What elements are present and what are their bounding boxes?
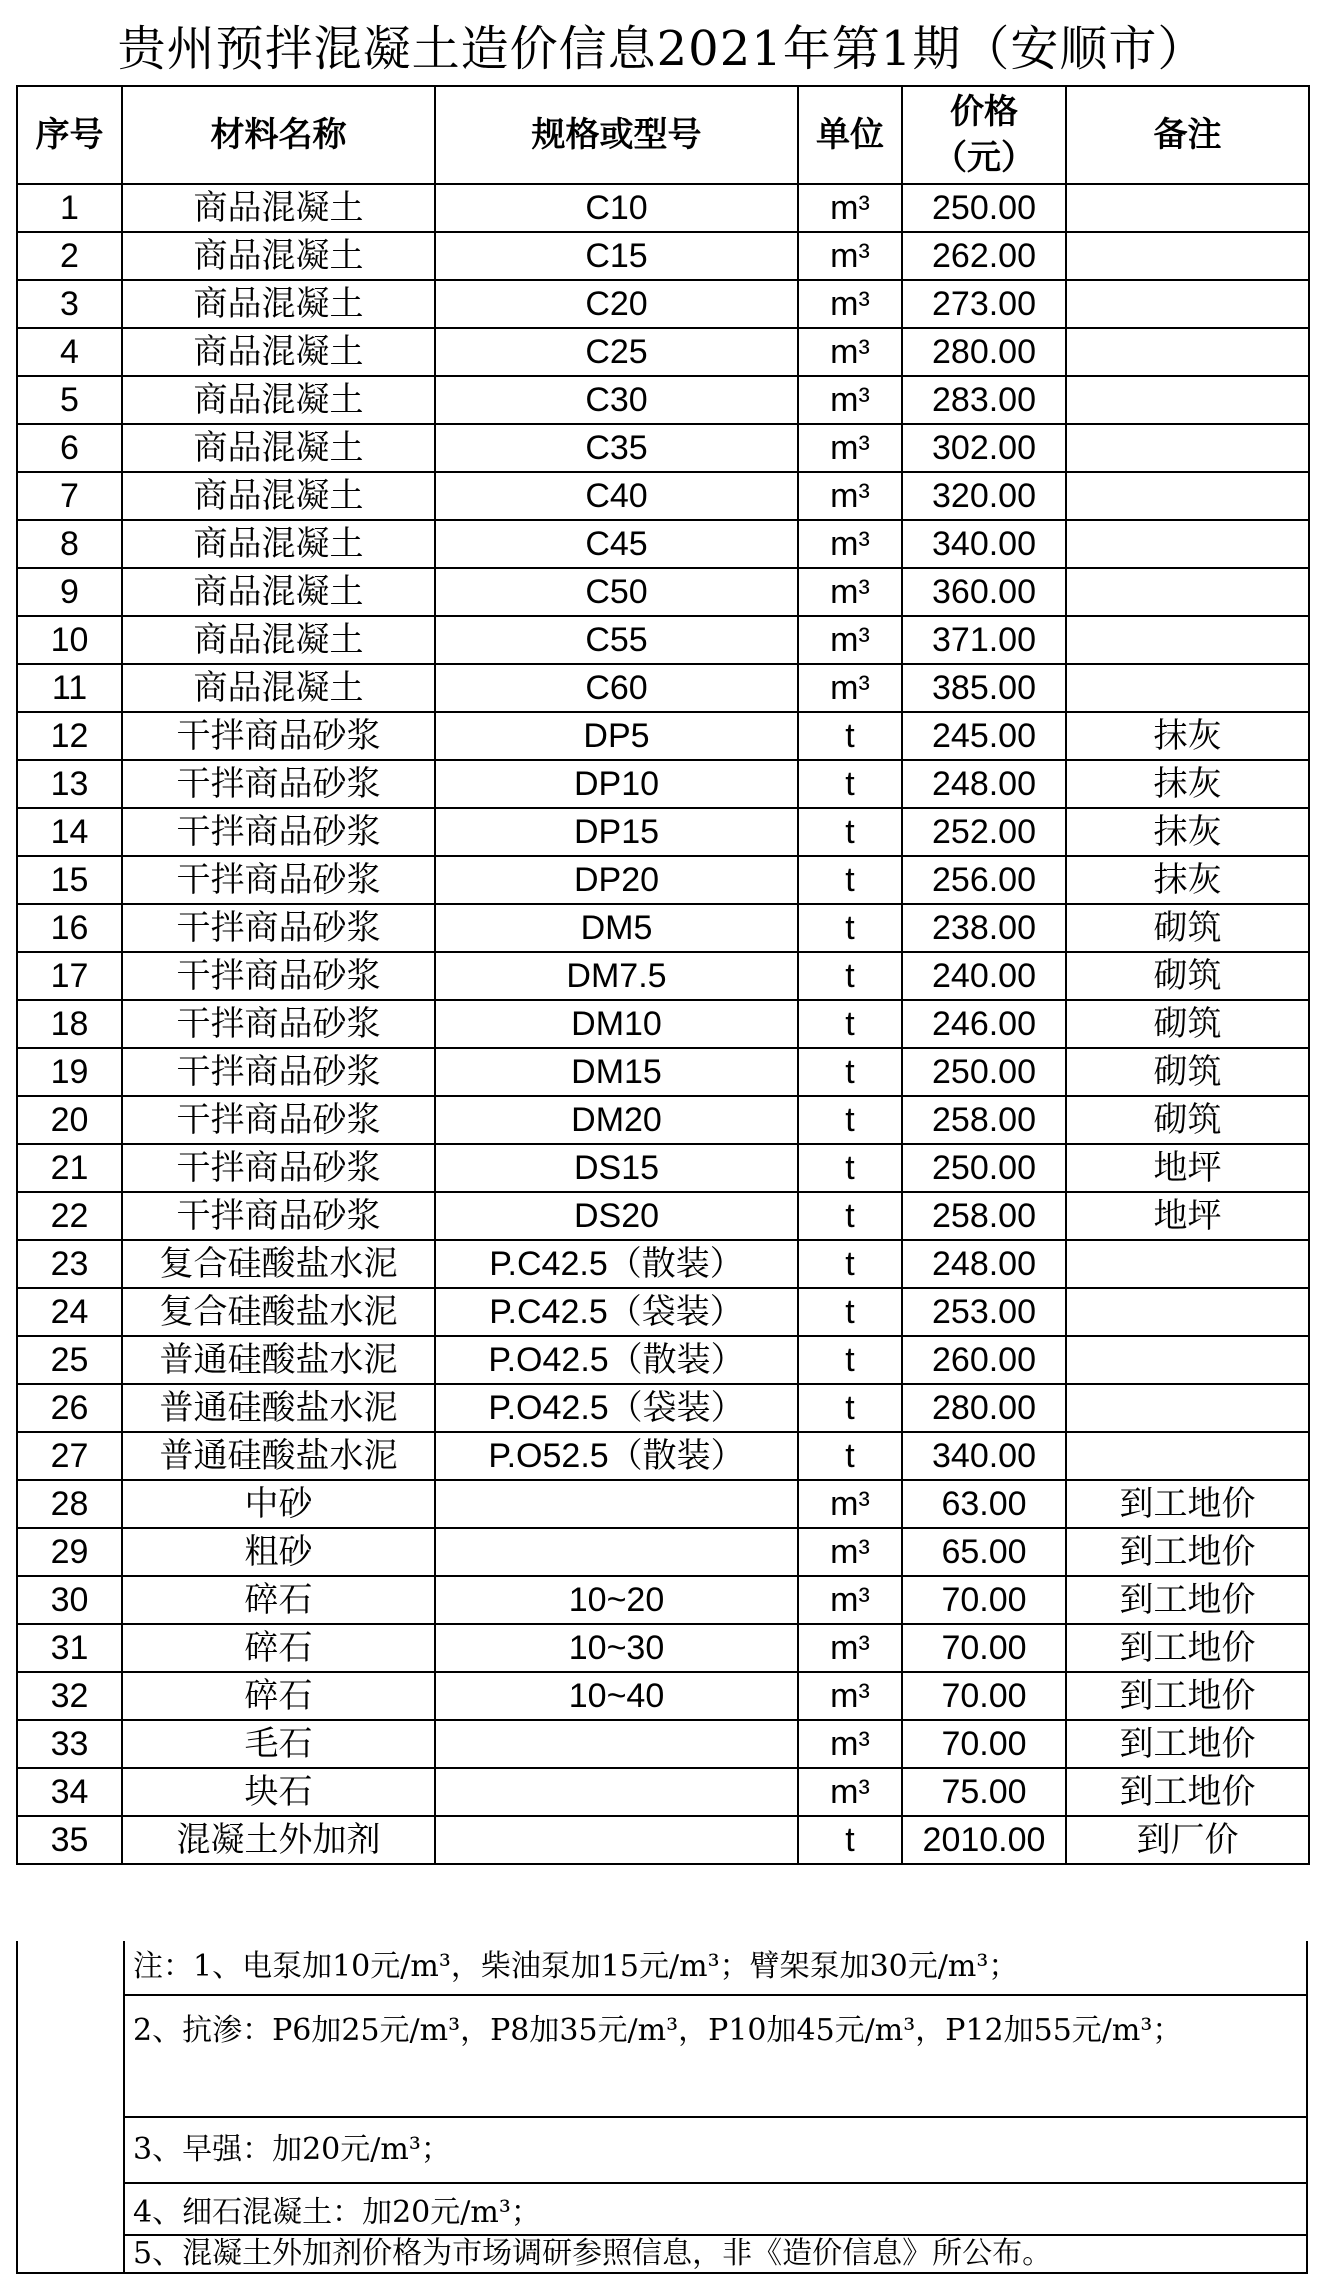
cell-price: 260.00 xyxy=(902,1336,1066,1384)
cell-price: 280.00 xyxy=(902,328,1066,376)
cell-note: 到工地价 xyxy=(1066,1528,1309,1576)
cell-spec: DP5 xyxy=(435,712,798,760)
table-row xyxy=(17,664,1309,712)
table-row xyxy=(17,280,1309,328)
cell-note xyxy=(1066,1240,1309,1288)
cell-name: 干拌商品砂浆 xyxy=(122,760,435,808)
cell-unit: m³ xyxy=(798,280,902,328)
table-row xyxy=(17,808,1309,856)
header-spec: 规格或型号 xyxy=(435,86,798,184)
cell-note: 砌筑 xyxy=(1066,952,1309,1000)
cell-name: 普通硅酸盐水泥 xyxy=(122,1384,435,1432)
cell-note: 抹灰 xyxy=(1066,760,1309,808)
cell-note: 到厂价 xyxy=(1066,1816,1309,1864)
cell-name: 复合硅酸盐水泥 xyxy=(122,1240,435,1288)
cell-unit: m³ xyxy=(798,232,902,280)
cell-unit: t xyxy=(798,1048,902,1096)
cell-unit: m³ xyxy=(798,184,902,232)
cell-note xyxy=(1066,568,1309,616)
cell-name: 干拌商品砂浆 xyxy=(122,1000,435,1048)
cell-spec: C45 xyxy=(435,520,798,568)
cell-price: 340.00 xyxy=(902,1432,1066,1480)
cell-spec: DS20 xyxy=(435,1192,798,1240)
cell-seq: 20 xyxy=(17,1096,122,1144)
cell-seq: 1 xyxy=(17,184,122,232)
cell-spec xyxy=(435,1768,798,1816)
cell-note: 砌筑 xyxy=(1066,1048,1309,1096)
cell-price: 250.00 xyxy=(902,1048,1066,1096)
cell-name: 商品混凝土 xyxy=(122,184,435,232)
cell-price: 240.00 xyxy=(902,952,1066,1000)
cell-price: 385.00 xyxy=(902,664,1066,712)
cell-spec: DP20 xyxy=(435,856,798,904)
cell-spec: DP15 xyxy=(435,808,798,856)
cell-unit: t xyxy=(798,952,902,1000)
note-3: 3、早强：加20元/m³； xyxy=(125,2118,1306,2184)
header-seq: 序号 xyxy=(17,86,122,184)
cell-note: 地坪 xyxy=(1066,1144,1309,1192)
cell-seq: 17 xyxy=(17,952,122,1000)
table-row xyxy=(17,1672,1309,1720)
cell-name: 商品混凝土 xyxy=(122,664,435,712)
table-row xyxy=(17,760,1309,808)
header-price-line1: 价格 xyxy=(950,92,1018,132)
cell-unit: m³ xyxy=(798,664,902,712)
note-1: 注：1、电泵加10元/m³，柴油泵加15元/m³；臂架泵加30元/m³； xyxy=(125,1941,1306,1996)
cell-seq: 29 xyxy=(17,1528,122,1576)
table-row xyxy=(17,424,1309,472)
cell-name: 干拌商品砂浆 xyxy=(122,1144,435,1192)
cell-note xyxy=(1066,472,1309,520)
cell-spec: DS15 xyxy=(435,1144,798,1192)
cell-note: 地坪 xyxy=(1066,1192,1309,1240)
cell-unit: t xyxy=(798,1432,902,1480)
cell-seq: 32 xyxy=(17,1672,122,1720)
cell-unit: m³ xyxy=(798,376,902,424)
cell-seq: 28 xyxy=(17,1480,122,1528)
cell-seq: 35 xyxy=(17,1816,122,1864)
cell-note xyxy=(1066,1288,1309,1336)
cell-spec: DM5 xyxy=(435,904,798,952)
cell-spec xyxy=(435,1720,798,1768)
cell-spec: C40 xyxy=(435,472,798,520)
cell-note: 抹灰 xyxy=(1066,808,1309,856)
table-row xyxy=(17,1096,1309,1144)
cell-unit: m³ xyxy=(798,1768,902,1816)
cell-note: 砌筑 xyxy=(1066,904,1309,952)
table-row xyxy=(17,856,1309,904)
cell-price: 302.00 xyxy=(902,424,1066,472)
cell-name: 干拌商品砂浆 xyxy=(122,1048,435,1096)
cell-unit: t xyxy=(798,760,902,808)
cell-spec: P.C42.5（散装） xyxy=(435,1240,798,1288)
cell-seq: 9 xyxy=(17,568,122,616)
cell-price: 70.00 xyxy=(902,1576,1066,1624)
cell-seq: 6 xyxy=(17,424,122,472)
cell-price: 262.00 xyxy=(902,232,1066,280)
table-row xyxy=(17,1768,1309,1816)
cell-spec: P.O52.5（散装） xyxy=(435,1432,798,1480)
cell-price: 70.00 xyxy=(902,1720,1066,1768)
table-row xyxy=(17,1240,1309,1288)
cell-note xyxy=(1066,376,1309,424)
cell-unit: m³ xyxy=(798,568,902,616)
cell-seq: 16 xyxy=(17,904,122,952)
cell-unit: m³ xyxy=(798,1624,902,1672)
cell-spec: C20 xyxy=(435,280,798,328)
cell-seq: 12 xyxy=(17,712,122,760)
cell-seq: 31 xyxy=(17,1624,122,1672)
cell-name: 商品混凝土 xyxy=(122,280,435,328)
table-row xyxy=(17,1288,1309,1336)
cell-unit: t xyxy=(798,856,902,904)
cell-note xyxy=(1066,1432,1309,1480)
notes-box xyxy=(123,1941,1306,2272)
cell-spec: DM10 xyxy=(435,1000,798,1048)
cell-name: 商品混凝土 xyxy=(122,616,435,664)
note-2: 2、抗渗：P6加25元/m³，P8加35元/m³，P10加45元/m³，P12加55元/m³； xyxy=(125,1996,1306,2118)
header-price xyxy=(902,86,1066,184)
cell-seq: 27 xyxy=(17,1432,122,1480)
table-row xyxy=(17,1048,1309,1096)
cell-price: 248.00 xyxy=(902,1240,1066,1288)
cell-spec: DP10 xyxy=(435,760,798,808)
cell-unit: t xyxy=(798,808,902,856)
table-body xyxy=(17,184,1309,1864)
cell-seq: 30 xyxy=(17,1576,122,1624)
cell-unit: m³ xyxy=(798,1720,902,1768)
cell-price: 280.00 xyxy=(902,1384,1066,1432)
document-title: 贵州预拌混凝土造价信息2021年第1期（安顺市） xyxy=(117,21,1207,77)
table-row xyxy=(17,328,1309,376)
header-unit: 单位 xyxy=(798,86,902,184)
cell-unit: t xyxy=(798,904,902,952)
cell-price: 65.00 xyxy=(902,1528,1066,1576)
cell-name: 碎石 xyxy=(122,1576,435,1624)
cell-price: 273.00 xyxy=(902,280,1066,328)
cell-note xyxy=(1066,1336,1309,1384)
cell-note: 到工地价 xyxy=(1066,1576,1309,1624)
cell-spec: C25 xyxy=(435,328,798,376)
cell-spec: P.O42.5（袋装） xyxy=(435,1384,798,1432)
table-row xyxy=(17,1000,1309,1048)
cell-unit: m³ xyxy=(798,616,902,664)
cell-seq: 2 xyxy=(17,232,122,280)
cell-name: 粗砂 xyxy=(122,1528,435,1576)
cell-note: 到工地价 xyxy=(1066,1480,1309,1528)
cell-price: 250.00 xyxy=(902,184,1066,232)
cell-price: 320.00 xyxy=(902,472,1066,520)
cell-note: 到工地价 xyxy=(1066,1768,1309,1816)
cell-note: 到工地价 xyxy=(1066,1672,1309,1720)
header-name: 材料名称 xyxy=(122,86,435,184)
cell-seq: 34 xyxy=(17,1768,122,1816)
cell-name: 商品混凝土 xyxy=(122,520,435,568)
cell-seq: 33 xyxy=(17,1720,122,1768)
cell-name: 干拌商品砂浆 xyxy=(122,952,435,1000)
cell-spec xyxy=(435,1816,798,1864)
cell-unit: t xyxy=(798,1000,902,1048)
cell-unit: t xyxy=(798,1192,902,1240)
cell-price: 2010.00 xyxy=(902,1816,1066,1864)
cell-unit: m³ xyxy=(798,1576,902,1624)
cell-price: 253.00 xyxy=(902,1288,1066,1336)
cell-unit: t xyxy=(798,1336,902,1384)
cell-spec: C30 xyxy=(435,376,798,424)
cell-note xyxy=(1066,184,1309,232)
cell-name: 干拌商品砂浆 xyxy=(122,1096,435,1144)
cell-seq: 15 xyxy=(17,856,122,904)
cell-spec xyxy=(435,1480,798,1528)
note-5: 5、混凝土外加剂价格为市场调研参照信息，非《造价信息》所公布。 xyxy=(133,2236,1053,2271)
cell-price: 256.00 xyxy=(902,856,1066,904)
table-row xyxy=(17,1384,1309,1432)
cell-note: 抹灰 xyxy=(1066,856,1309,904)
cell-note: 抹灰 xyxy=(1066,712,1309,760)
cell-seq: 24 xyxy=(17,1288,122,1336)
cell-unit: t xyxy=(798,1096,902,1144)
cell-note xyxy=(1066,424,1309,472)
cell-unit: t xyxy=(798,1384,902,1432)
cell-seq: 4 xyxy=(17,328,122,376)
cell-price: 283.00 xyxy=(902,376,1066,424)
cell-note xyxy=(1066,1384,1309,1432)
cell-note xyxy=(1066,232,1309,280)
cell-seq: 26 xyxy=(17,1384,122,1432)
table-row xyxy=(17,616,1309,664)
table-row xyxy=(17,376,1309,424)
table-header-row xyxy=(17,86,1309,184)
cell-note: 砌筑 xyxy=(1066,1096,1309,1144)
cell-name: 碎石 xyxy=(122,1672,435,1720)
cell-note: 砌筑 xyxy=(1066,1000,1309,1048)
table-row xyxy=(17,568,1309,616)
cell-seq: 19 xyxy=(17,1048,122,1096)
cell-price: 360.00 xyxy=(902,568,1066,616)
cell-unit: m³ xyxy=(798,328,902,376)
cell-name: 毛石 xyxy=(122,1720,435,1768)
cell-price: 70.00 xyxy=(902,1624,1066,1672)
cell-price: 258.00 xyxy=(902,1096,1066,1144)
cell-note: 到工地价 xyxy=(1066,1720,1309,1768)
table-row xyxy=(17,1480,1309,1528)
cell-name: 商品混凝土 xyxy=(122,328,435,376)
cell-name: 干拌商品砂浆 xyxy=(122,904,435,952)
table-row xyxy=(17,1336,1309,1384)
table-row xyxy=(17,520,1309,568)
cell-unit: t xyxy=(798,1816,902,1864)
price-table xyxy=(16,85,1310,1865)
cell-spec: DM20 xyxy=(435,1096,798,1144)
cell-price: 252.00 xyxy=(902,808,1066,856)
cell-price: 70.00 xyxy=(902,1672,1066,1720)
cell-note xyxy=(1066,616,1309,664)
cell-spec: 10~40 xyxy=(435,1672,798,1720)
table-row xyxy=(17,1144,1309,1192)
cell-spec: DM7.5 xyxy=(435,952,798,1000)
cell-price: 245.00 xyxy=(902,712,1066,760)
cell-unit: m³ xyxy=(798,424,902,472)
cell-note: 到工地价 xyxy=(1066,1624,1309,1672)
cell-name: 混凝土外加剂 xyxy=(122,1816,435,1864)
table-row xyxy=(17,184,1309,232)
cell-price: 340.00 xyxy=(902,520,1066,568)
table-row xyxy=(17,1816,1309,1864)
table-row xyxy=(17,1624,1309,1672)
table-row xyxy=(17,1192,1309,1240)
table-row xyxy=(17,1432,1309,1480)
cell-seq: 10 xyxy=(17,616,122,664)
cell-seq: 18 xyxy=(17,1000,122,1048)
cell-seq: 25 xyxy=(17,1336,122,1384)
cell-note xyxy=(1066,664,1309,712)
cell-spec: C10 xyxy=(435,184,798,232)
cell-seq: 21 xyxy=(17,1144,122,1192)
cell-name: 干拌商品砂浆 xyxy=(122,1192,435,1240)
cell-name: 干拌商品砂浆 xyxy=(122,712,435,760)
note-4: 4、细石混凝土：加20元/m³； xyxy=(125,2184,1306,2236)
cell-seq: 11 xyxy=(17,664,122,712)
cell-unit: m³ xyxy=(798,1480,902,1528)
cell-spec: P.O42.5（散装） xyxy=(435,1336,798,1384)
cell-unit: m³ xyxy=(798,1672,902,1720)
cell-price: 258.00 xyxy=(902,1192,1066,1240)
cell-name: 商品混凝土 xyxy=(122,472,435,520)
cell-price: 250.00 xyxy=(902,1144,1066,1192)
cell-name: 碎石 xyxy=(122,1624,435,1672)
cell-seq: 5 xyxy=(17,376,122,424)
cell-spec: C15 xyxy=(435,232,798,280)
cell-unit: t xyxy=(798,1144,902,1192)
cell-spec: 10~20 xyxy=(435,1576,798,1624)
cell-seq: 8 xyxy=(17,520,122,568)
cell-name: 商品混凝土 xyxy=(122,376,435,424)
table-row xyxy=(17,712,1309,760)
cell-note xyxy=(1066,520,1309,568)
cell-unit: m³ xyxy=(798,472,902,520)
header-note: 备注 xyxy=(1066,86,1309,184)
cell-unit: m³ xyxy=(798,1528,902,1576)
cell-spec: C55 xyxy=(435,616,798,664)
table-row xyxy=(17,1720,1309,1768)
cell-seq: 14 xyxy=(17,808,122,856)
cell-unit: m³ xyxy=(798,520,902,568)
cell-spec: 10~30 xyxy=(435,1624,798,1672)
cell-price: 238.00 xyxy=(902,904,1066,952)
cell-spec: P.C42.5（袋装） xyxy=(435,1288,798,1336)
table-row xyxy=(17,1528,1309,1576)
cell-spec: DM15 xyxy=(435,1048,798,1096)
cell-seq: 23 xyxy=(17,1240,122,1288)
table-row xyxy=(17,472,1309,520)
notes-section xyxy=(16,1941,1308,2274)
cell-name: 干拌商品砂浆 xyxy=(122,856,435,904)
cell-seq: 22 xyxy=(17,1192,122,1240)
cell-name: 商品混凝土 xyxy=(122,424,435,472)
cell-price: 63.00 xyxy=(902,1480,1066,1528)
cell-spec: C60 xyxy=(435,664,798,712)
cell-name: 干拌商品砂浆 xyxy=(122,808,435,856)
cell-name: 块石 xyxy=(122,1768,435,1816)
table-row xyxy=(17,1576,1309,1624)
cell-name: 复合硅酸盐水泥 xyxy=(122,1288,435,1336)
cell-seq: 13 xyxy=(17,760,122,808)
cell-seq: 3 xyxy=(17,280,122,328)
cell-spec: C50 xyxy=(435,568,798,616)
cell-name: 中砂 xyxy=(122,1480,435,1528)
cell-name: 普通硅酸盐水泥 xyxy=(122,1432,435,1480)
cell-spec xyxy=(435,1528,798,1576)
cell-unit: t xyxy=(798,1240,902,1288)
cell-price: 75.00 xyxy=(902,1768,1066,1816)
cell-price: 246.00 xyxy=(902,1000,1066,1048)
table-row xyxy=(17,904,1309,952)
cell-spec: C35 xyxy=(435,424,798,472)
cell-note xyxy=(1066,328,1309,376)
cell-unit: t xyxy=(798,712,902,760)
table-row xyxy=(17,952,1309,1000)
cell-name: 普通硅酸盐水泥 xyxy=(122,1336,435,1384)
cell-unit: t xyxy=(798,1288,902,1336)
cell-seq: 7 xyxy=(17,472,122,520)
header-price-line2: （元） xyxy=(933,138,1035,178)
table-row xyxy=(17,232,1309,280)
cell-name: 商品混凝土 xyxy=(122,568,435,616)
cell-note xyxy=(1066,280,1309,328)
cell-price: 248.00 xyxy=(902,760,1066,808)
cell-price: 371.00 xyxy=(902,616,1066,664)
cell-name: 商品混凝土 xyxy=(122,232,435,280)
